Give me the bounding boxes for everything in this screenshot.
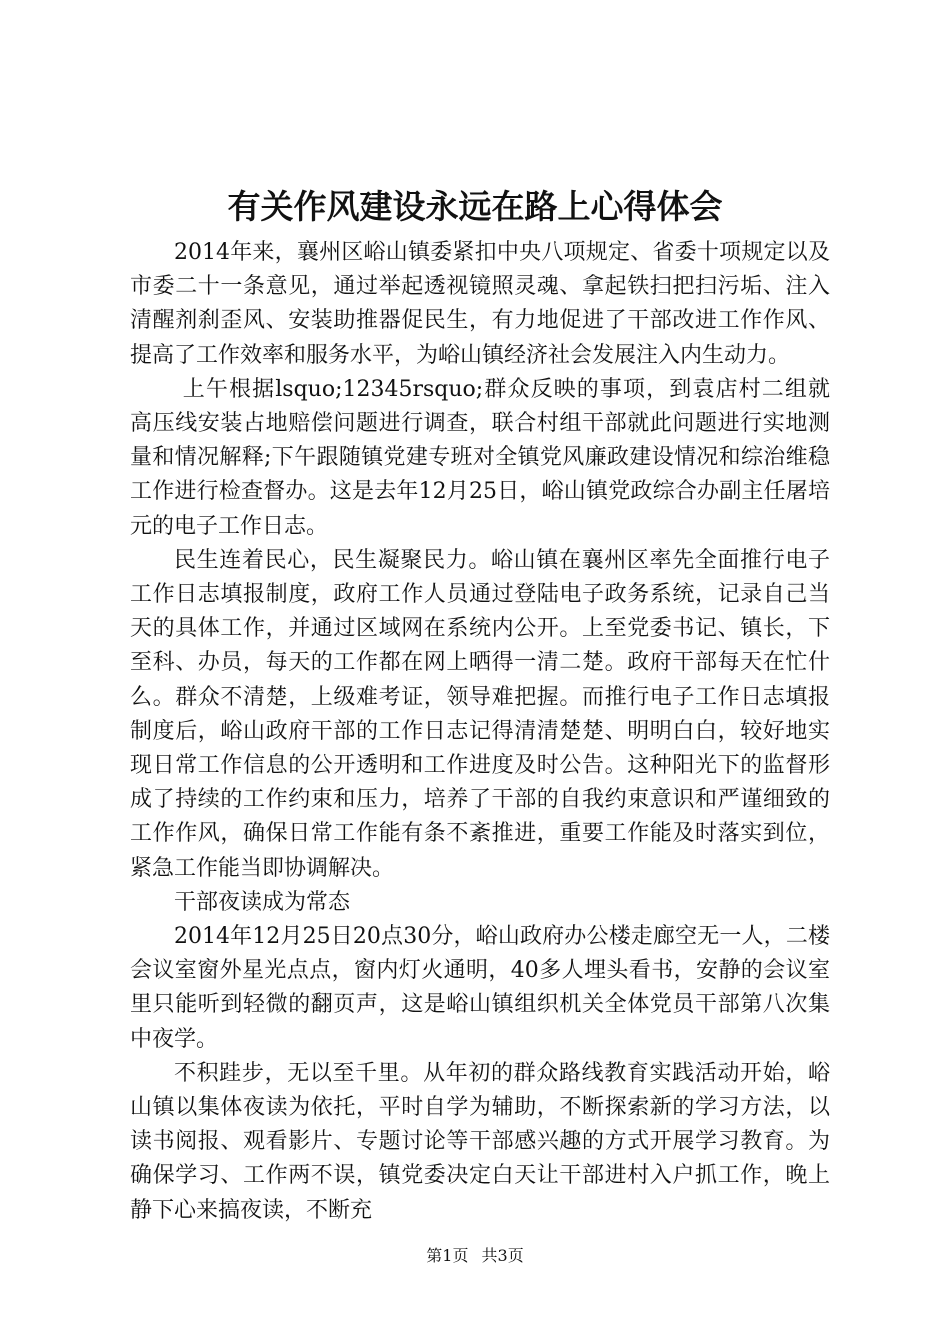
section-heading: 干部夜读成为常态 bbox=[174, 889, 351, 915]
page-number: 第1页 bbox=[426, 1246, 469, 1265]
document-body bbox=[130, 236, 830, 1228]
paragraph: 民生连着民心，民生凝聚民力。峪山镇在襄州区率先全面推行电子工作日志填报制度，政府工作人员通过登陆电子政务系统，记录自己当天的具体工作，并通过区域网在系统内公开。上至党委书记、镇长，下至科、办员，每天的工作都在网上晒得一清二楚。政府干部每天在忙什么。群众不清楚，上级难考证，领导难把握。而推行电子工作日志填报制度后，峪山政府干部的工作日志记得清清楚楚、明明白白，较好地实现日常工作信息的公开透明和工作进度及时公告。这种阳光下的监督形成了持续的工作约束和压力，培养了干部的自我约束意识和严谨细致的工作作风，确保日常工作能有条不紊推进，重要工作能及时落实到位，紧急工作能当即协调解决。 bbox=[130, 547, 830, 881]
page-footer bbox=[0, 1244, 950, 1268]
paragraph: 2014年12月25日20点30分，峪山政府办公楼走廊空无一人，二楼会议室窗外星光点点，窗内灯火通明，40多人埋头看书，安静的会议室里只能听到轻微的翻页声，这是峪山镇组织机关全体党员干部第八次集中夜学。 bbox=[130, 924, 830, 1052]
document-title: 有关作风建设永远在路上心得体会 bbox=[227, 187, 723, 226]
paragraph: 不积跬步，无以至千里。从年初的群众路线教育实践活动开始，峪山镇以集体夜读为依托，平时自学为辅助，不断探索新的学习方法，以读书阅报、观看影片、专题讨论等干部感兴趣的方式开展学习教育。为确保学习、工作两不误，镇党委决定白天让干部进村入户抓工作，晚上静下心来搞夜读，不断充 bbox=[130, 1060, 830, 1223]
page-total: 共3页 bbox=[481, 1246, 524, 1265]
paragraph: 上午根据lsquo;12345rsquo;群众反映的事项，到袁店村二组就高压线安装占地赔偿问题进行调查，联合村组干部就此问题进行实地测量和情况解释;下午跟随镇党建专班对全镇党风廉政建设情况和综治维稳工作进行检查督办。这是去年12月25日，峪山镇党政综合办副主任屠培元的电子工作日志。 bbox=[130, 376, 830, 539]
paragraph: 2014年来，襄州区峪山镇委紧扣中央八项规定、省委十项规定以及市委二十一条意见，通过举起透视镜照灵魂、拿起铁扫把扫污垢、注入清醒剂刹歪风、安装助推器促民生，有力地促进了干部改进工作作风、提高了工作效率和服务水平，为峪山镇经济社会发展注入内生动力。 bbox=[130, 240, 830, 368]
